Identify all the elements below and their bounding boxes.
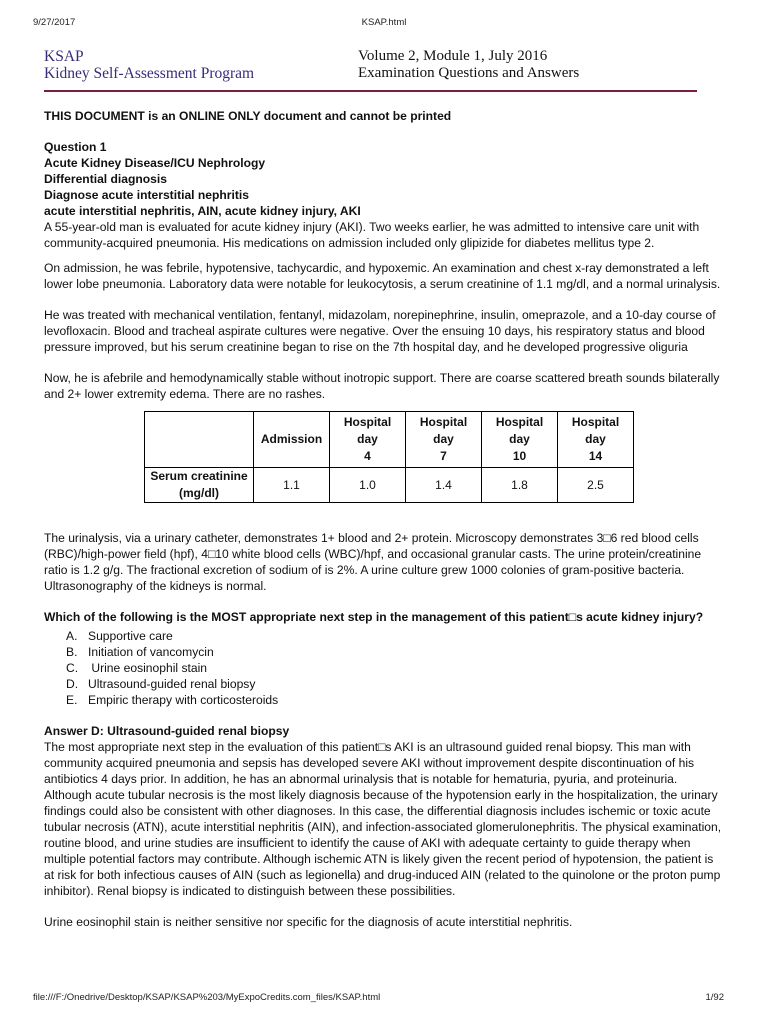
banner-section-line: Examination Questions and Answers xyxy=(358,65,580,81)
creatinine-table xyxy=(144,411,634,503)
case-paragraph-4: Now, he is afebrile and hemodynamically stable without inotropic support. There are coarse scattered breath sounds bilaterally and 2+ lower extremity edema. There are no rashes. xyxy=(44,371,720,401)
online-only-notice: THIS DOCUMENT is an ONLINE ONLY document and cannot be printed xyxy=(44,109,452,123)
print-title: KSAP.html xyxy=(361,17,407,28)
banner-volume xyxy=(358,48,579,82)
option-letter: D. xyxy=(66,677,79,691)
row-label-line: (mg/dl) xyxy=(179,486,219,500)
option-e[interactable] xyxy=(44,692,724,708)
header-line: 10 xyxy=(512,449,527,463)
header-line: Hospital xyxy=(571,415,620,429)
question-topic: Acute Kidney Disease/ICU Nephrology xyxy=(44,156,266,170)
header-line: Hospital xyxy=(343,415,392,429)
answer-heading: Answer D: Ultrasound-guided renal biopsy xyxy=(44,724,290,738)
table-cell: 1.8 xyxy=(482,468,558,503)
answer-explanation: The most appropriate next step in the evaluation of this patient□s AKI is an ultrasound guided renal biopsy. This man with community acquired pneumonia and sepsis has developed severe AKI without improvement despite discontinuation of his antibiotics 4 days prior. In addition, he has an abnormal urinalysis that is notable for hematuria, pyuria, and proteinuria. Although acute tubular necrosis is the most likely diagnosis because of the hypotension early in the hospitalization, the urinary findings could also be consistent with other diagnoses. In this case, the differential diagnosis includes ischemic or toxic acute tubular necrosis (ATN), acute interstitial nephritis (AIN), and infection-associated glomerulonephritis. The physical examination, routine blood, and urine studies are insufficient to identify the cause of AKI with adequate certainty to guide therapy when multiple potential factors may contribute. Although ischemic ATN is likely given the recent period of hypotension, the patient is at risk for both infectious causes of AIN (such as legionella) and drug-induced AIN (related to the quinolone or the proton pump inhibitor). Renal biopsy is indicated to distinguish between these possibilities. xyxy=(44,740,722,898)
option-letter: B. xyxy=(66,645,78,659)
table-cell: 1.0 xyxy=(330,468,406,503)
table-cell: 2.5 xyxy=(558,468,634,503)
header-line: day xyxy=(357,432,378,446)
case-paragraph-2: On admission, he was febrile, hypotensive, tachycardic, and hypoxemic. An examination and chest x-ray demonstrated a left lower lobe pneumonia. Laboratory data were notable for leukocytosis, a serum creatinine of 1.1 mg/dl, and a normal urinalysis. xyxy=(44,261,721,291)
table-header-cell xyxy=(145,412,254,468)
ksap-banner xyxy=(44,46,697,92)
option-a[interactable] xyxy=(44,628,724,644)
header-line: Hospital xyxy=(419,415,468,429)
banner-volume-line: Volume 2, Module 1, July 2016 xyxy=(358,48,548,64)
header-line: 4 xyxy=(364,449,371,463)
question-category: Differential diagnosis xyxy=(44,172,167,186)
file-path: file:///F:/Onedrive/Desktop/KSAP/KSAP%203/MyExpoCredits.com_files/KSAP.html xyxy=(33,992,381,1003)
document-body xyxy=(44,108,724,930)
option-b[interactable] xyxy=(44,644,724,660)
page-number: 1/92 xyxy=(705,992,724,1003)
header-line: Hospital xyxy=(495,415,544,429)
table-header-cell xyxy=(330,412,406,468)
print-date: 9/27/2017 xyxy=(33,17,76,28)
table-header-row xyxy=(145,412,634,468)
option-letter: C. xyxy=(66,661,79,675)
answer-options xyxy=(44,628,724,708)
option-letter: E. xyxy=(66,693,78,707)
question-number: Question 1 xyxy=(44,140,107,154)
table-header-cell xyxy=(254,412,330,468)
print-footer xyxy=(33,992,724,1006)
answer-note: Urine eosinophil stain is neither sensitive nor specific for the diagnosis of acute interstitial nephritis. xyxy=(44,915,573,929)
urinalysis-paragraph: The urinalysis, via a urinary catheter, demonstrates 1+ blood and 2+ protein. Microscopy demonstrates 3□6 red blood cells (RBC)/high-power field (hpf), 4□10 white blood cells (WBC)/hpf, and occasional granular casts. The urine protein/creatinine ratio is 1.2 g/g. The fractional excretion of sodium of is 2%. A urine culture grew 1000 colonies of gram-positive bacteria. Ultrasonography of the kidneys is normal. xyxy=(44,531,702,593)
option-text: Initiation of vancomycin xyxy=(88,645,214,659)
question-objective: Diagnose acute interstitial nephritis xyxy=(44,188,249,202)
option-text: Empiric therapy with corticosteroids xyxy=(88,693,279,707)
question-keywords: acute interstitial nephritis, AIN, acute kidney injury, AKI xyxy=(44,204,361,218)
option-letter: A. xyxy=(66,629,78,643)
banner-ksap: KSAP xyxy=(44,48,84,65)
option-text: Urine eosinophil stain xyxy=(88,661,207,675)
table-header-cell xyxy=(406,412,482,468)
header-line: 14 xyxy=(588,449,603,463)
row-label-line: Serum creatinine xyxy=(150,469,248,483)
table-cell: 1.4 xyxy=(406,468,482,503)
header-line: day xyxy=(433,432,454,446)
option-d[interactable] xyxy=(44,676,724,692)
header-line: day xyxy=(509,432,530,446)
banner-program xyxy=(44,48,254,82)
print-header xyxy=(0,17,768,31)
header-line: 7 xyxy=(440,449,447,463)
table-header-cell xyxy=(558,412,634,468)
table-cell: 1.1 xyxy=(254,468,330,503)
table-header-cell xyxy=(482,412,558,468)
header-line: day xyxy=(585,432,606,446)
table-row-label xyxy=(145,468,254,503)
banner-program-name: Kidney Self-Assessment Program xyxy=(44,65,255,82)
case-paragraph-1: A 55-year-old man is evaluated for acute kidney injury (AKI). Two weeks earlier, he was admitted to intensive care unit with community-acquired pneumonia. His medications on admission included only glipizide for diabetes mellitus type 2. xyxy=(44,220,700,250)
header-line: Admission xyxy=(260,432,323,446)
case-paragraph-3: He was treated with mechanical ventilation, fentanyl, midazolam, norepinephrine, insulin, omeprazole, and a 10-day course of levofloxacin. Blood and tracheal aspirate cultures were negative. Over the ensuing 10 days, his respiratory status and blood pressure improved, but his serum creatinine began to rise on the 7th hospital day, and he developed progressive oliguria xyxy=(44,308,716,354)
table-row xyxy=(145,468,634,503)
option-text: Ultrasound-guided renal biopsy xyxy=(88,677,256,691)
question-stem: Which of the following is the MOST appropriate next step in the management of this patient□s acute kidney injury? xyxy=(44,610,704,624)
option-c[interactable] xyxy=(44,660,724,676)
option-text: Supportive care xyxy=(88,629,173,643)
